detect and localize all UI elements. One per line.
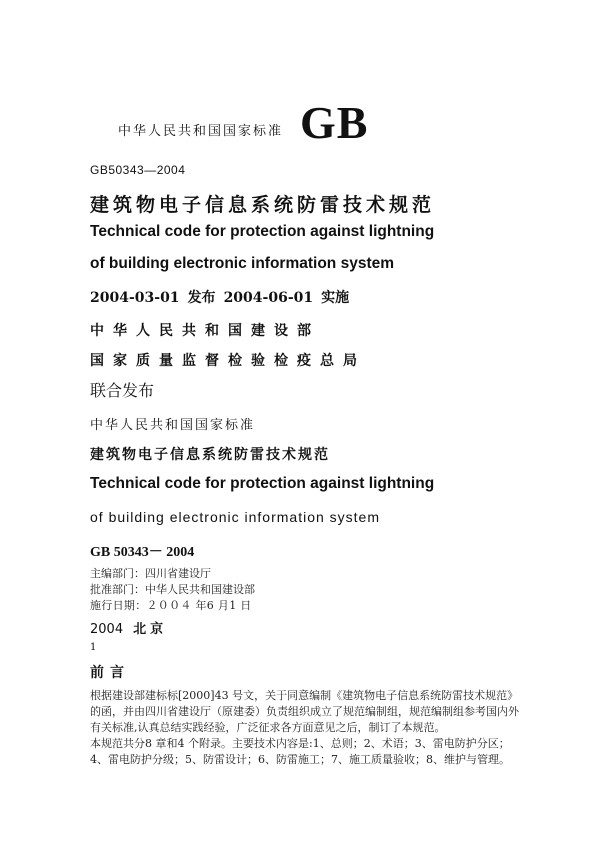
inner-title-english-line1: Technical code for protection against lightning — [90, 475, 435, 492]
foreword-heading: 前言 — [90, 665, 130, 681]
publication-city: 北京 — [133, 622, 168, 637]
title-english-line2: of building electronic information system — [90, 255, 395, 272]
inner-standard-code: GB 50343－ 2004 — [90, 545, 195, 560]
effective-date: 施行日期：２００４ 年6 月1 日 — [90, 599, 252, 612]
title-english-line1: Technical code for protection against lightning — [90, 223, 435, 240]
implement-date: 2004-06-01 — [223, 290, 314, 306]
foreword-paragraph-1: 根据建设部建标标[2000]43 号文，关于同意编制《建筑物电子信息系统防雷技术规范》的函，并由四川省建设厅（原建委）负责组织成立了规范编制组，规范编制组参考国内外有关标准,认真总结实践经验，广泛征求各方面意见之后，制订了本规范。 — [90, 689, 519, 734]
page-number: 1 — [90, 642, 97, 653]
issuer-aqsiq: 国家质量监督检验检疫总局 — [90, 353, 366, 369]
publication-year-city — [90, 618, 167, 637]
joint-issue-label: 联合发布 — [90, 381, 155, 400]
publication-year: 2004 — [90, 622, 124, 637]
foreword-paragraph-2: 本规范共分8 章和4 个附录。主要技术内容是:1、总则；2、术语；3、雷电防护分区；4、雷电防护分级；5、防雷设计；6、防雷施工；7、施工质量验收；8、维护与管理。 — [90, 737, 510, 766]
publish-implement-dates — [90, 287, 357, 307]
editor-department: 主编部门：四川省建设厅 — [90, 567, 211, 580]
issuer-ministry: 中华人民共和国建设部 — [90, 323, 320, 339]
title-chinese: 建筑物电子信息系统防雷技术规范 — [90, 194, 436, 216]
standard-code: GB50343—2004 — [90, 163, 186, 177]
implement-label: 实施 — [321, 290, 350, 306]
inner-title-english-line2: of building electronic information system — [90, 509, 381, 525]
approver-department: 批准部门：中华人民共和国建设部 — [90, 583, 255, 596]
gb-logo: GB — [300, 97, 369, 148]
national-standard-heading: 中华人民共和国国家标准 — [118, 124, 284, 139]
inner-national-standard: 中华人民共和国国家标准 — [90, 418, 256, 433]
inner-title-chinese: 建筑物电子信息系统防雷技术规范 — [90, 447, 330, 463]
publish-date: 2004-03-01 — [90, 290, 180, 306]
publish-label: 发布 — [187, 290, 216, 306]
